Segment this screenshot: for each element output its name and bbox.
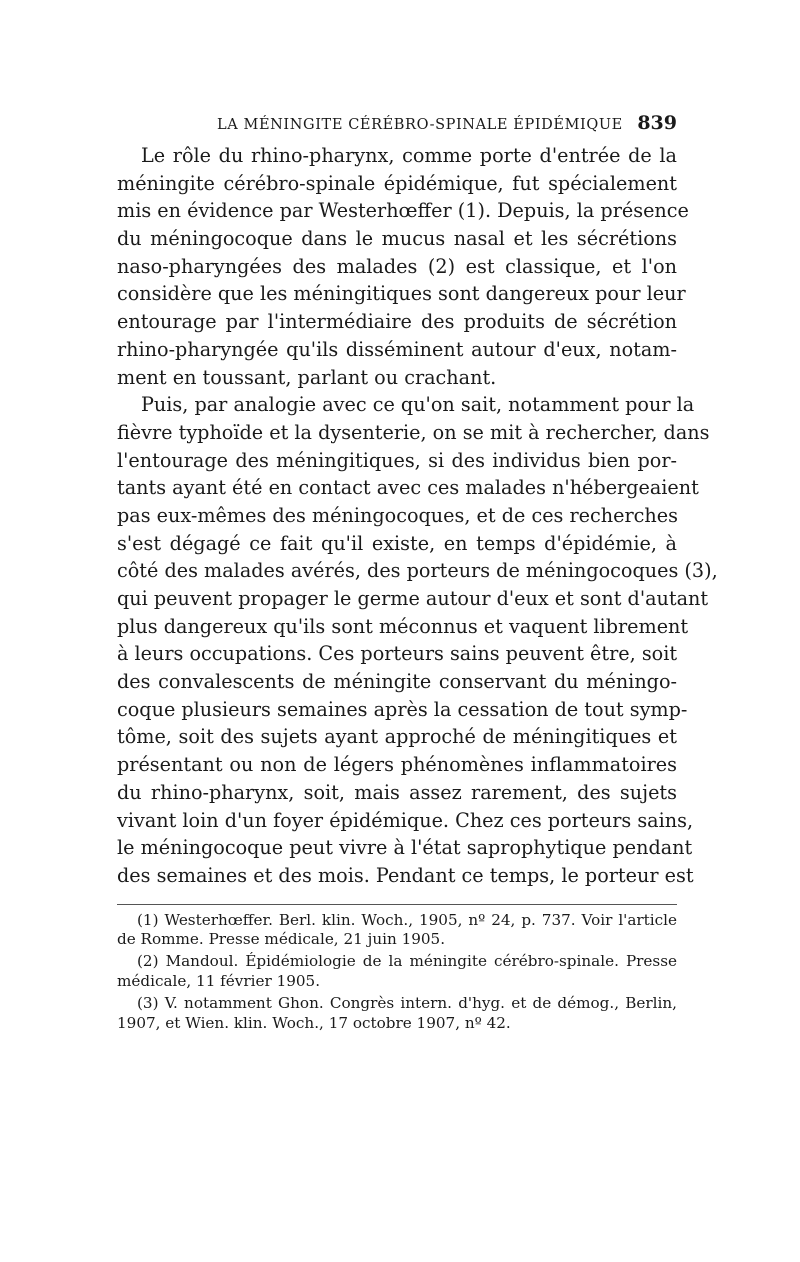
footnote-line: (2) Mandoul. Épidémiologie de la méningite cérébro-spinale. Presse xyxy=(137,952,677,971)
footnote-divider xyxy=(117,904,677,905)
text-line: des semaines et des mois. Pendant ce temps, le porteur est xyxy=(117,863,694,887)
text-line: Le rôle du rhino-pharynx, comme porte d'entrée de la xyxy=(141,144,677,167)
text-line: rhino-pharyngée qu'ils disséminent autour d'eux, notam- xyxy=(117,337,677,361)
book-page xyxy=(117,112,718,1036)
text-line: ment en toussant, parlant ou crachant. xyxy=(117,365,497,389)
text-line: fièvre typhoïde et la dysenterie, on se mit à rechercher, dans xyxy=(117,420,710,444)
text-line: pas eux-mêmes des méningocoques, et de ces recherches xyxy=(117,503,678,527)
text-line: considère que les méningitiques sont dangereux pour leur xyxy=(117,282,686,306)
body-text xyxy=(117,142,718,890)
text-line: du rhino-pharynx, soit, mais assez rarement, des sujets xyxy=(117,780,677,804)
footnote-line: (3) V. notamment Ghon. Congrès intern. d'hyg. et de démog., Berlin, xyxy=(137,994,677,1013)
running-head xyxy=(117,112,677,138)
text-line: Puis, par analogie avec ce qu'on sait, notamment pour la xyxy=(141,393,695,417)
text-line: des convalescents de méningite conservant du méningo- xyxy=(117,670,677,694)
text-line: mis en évidence par Westerhœffer (1). Depuis, la présence xyxy=(117,199,689,223)
text-line: le méningocoque peut vivre à l'état saprophytique pendant xyxy=(117,836,693,860)
text-line: naso-pharyngées des malades (2) est classique, et l'on xyxy=(117,254,677,278)
footnotes xyxy=(117,911,677,1033)
footnote-line: 1907, et Wien. klin. Woch., 17 octobre 1907, nº 42. xyxy=(117,1013,511,1032)
text-line: plus dangereux qu'ils sont méconnus et vaquent librement xyxy=(117,614,689,638)
text-line: à leurs occupations. Ces porteurs sains peuvent être, soit xyxy=(117,642,678,666)
text-line: qui peuvent propager le germe autour d'eux et sont d'autant xyxy=(117,587,709,610)
text-line: l'entourage des méningitiques, si des individus bien por- xyxy=(117,448,677,472)
text-line: du méningocoque dans le mucus nasal et les sécrétions xyxy=(117,227,677,251)
footnote-line: (1) Westerhœffer. Berl. klin. Woch., 1905, nº 24, p. 737. Voir l'article xyxy=(137,910,677,929)
text-line: s'est dégagé ce fait qu'il existe, en temps d'épidémie, à xyxy=(117,531,677,555)
text-line: côté des malades avérés, des porteurs de méningocoques (3), xyxy=(117,559,718,583)
text-line: méningite cérébro-spinale épidémique, fut spécialement xyxy=(117,171,677,195)
footnote-line: de Romme. Presse médicale, 21 juin 1905. xyxy=(117,929,446,948)
footnote-1 xyxy=(117,911,677,950)
text-line: tants ayant été en contact avec ces malades n'hébergeaient xyxy=(117,476,699,500)
text-line: entourage par l'intermédiaire des produits de sécrétion xyxy=(117,310,677,334)
text-line: vivant loin d'un foyer épidémique. Chez ces porteurs sains, xyxy=(117,808,694,832)
chapter-title: LA MÉNINGITE CÉRÉBRO-SPINALE ÉPIDÉMIQUE xyxy=(217,117,623,133)
text-line: présentant ou non de légers phénomènes inflammatoires xyxy=(117,753,677,777)
footnote-2 xyxy=(117,952,677,991)
text-line: tôme, soit des sujets ayant approché de méningitiques et xyxy=(117,725,677,749)
page-number: 839 xyxy=(637,112,677,134)
text-line: coque plusieurs semaines après la cessation de tout symp- xyxy=(117,697,688,721)
footnote-line: médicale, 11 février 1905. xyxy=(117,971,321,990)
footnote-3 xyxy=(117,994,677,1033)
